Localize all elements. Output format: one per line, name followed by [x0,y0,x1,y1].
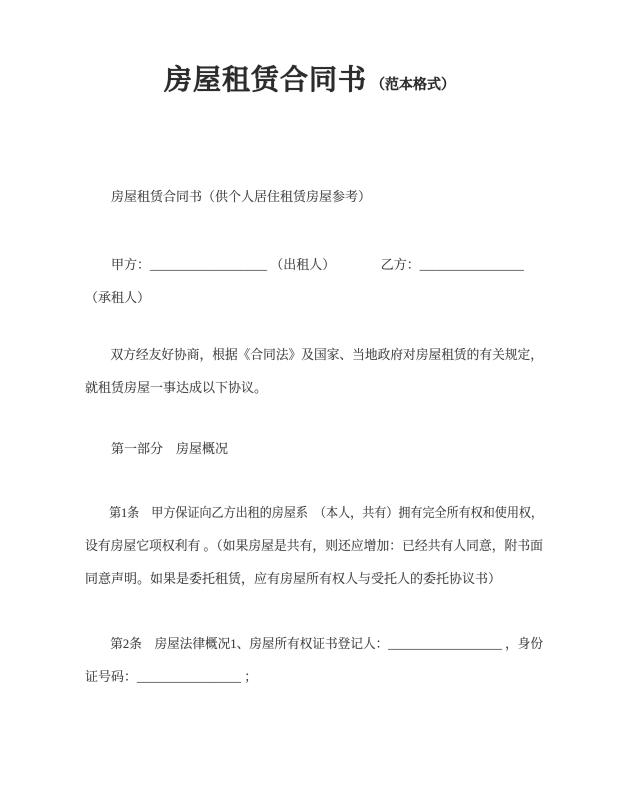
section-1-heading [85,432,543,465]
document-title [0,58,619,98]
lessee-label: （承租人） [85,290,151,305]
parties-line-2 [85,281,543,314]
subtitle-line [85,180,543,213]
parties-line-1 [85,248,543,281]
party-a-and-b-fields: 甲方：__________________ （出租人） 乙方：________________ [85,257,524,272]
owner-registrant-field: 第2条 房屋法律概况1、房屋所有权证书登记人：__________________ ，身份 [85,636,543,651]
document-title-suffix: （范本格式） [371,76,455,92]
subtitle-text: 房屋租赁合同书（供个人居住租赁房屋参考） [85,189,372,204]
section-1-heading-line: 第一部分 房屋概况 [85,441,229,456]
preamble-line-2: 就租赁房屋一事达成以下协议。 [85,380,268,395]
article-2-line-1 [85,627,543,660]
id-number-field: 证号码：________________ ； [85,669,258,684]
preamble-line-1: 双方经友好协商，根据《合同法》及国家、当地政府对房屋租赁的有关规定， [85,347,543,362]
article-2-paragraph [85,627,543,693]
article-1-line-3: 同意声明。如果是委托租赁，应有房屋所有权人与受托人的委托协议书） [85,571,502,586]
article-1-line-1: 第1条 甲方保证向乙方出租的房屋系 （本人，共有）拥有完全所有权和使用权， [85,505,543,520]
parties-paragraph [85,248,543,314]
subtitle-paragraph [85,180,543,213]
preamble-paragraph [85,338,543,404]
article-2-line-2 [85,660,543,693]
article-1-line-2: 设有房屋它项权利有 。（如果房屋是共有，则还应增加：已经共有人同意，附书面 [85,538,543,553]
document-title-text: 房屋租赁合同书 [163,64,367,95]
article-1-paragraph [85,496,543,595]
